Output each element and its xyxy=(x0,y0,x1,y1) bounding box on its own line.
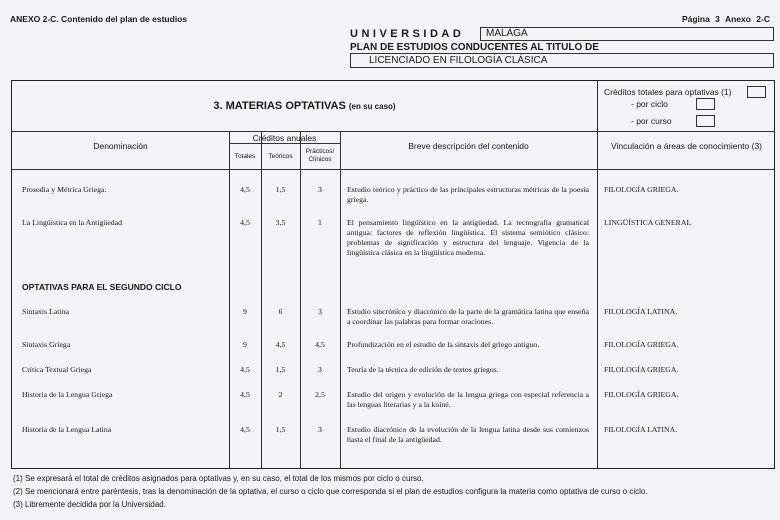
row-teoricos: 1,5 xyxy=(275,425,286,434)
row-desc: Estudio sincrónico y diacrónico de la parte de la gramática latina que enseña a coordinar las palabras para formar oraciones. xyxy=(347,307,589,326)
row-desc: Estudio del origen y evolución de la lengua griega con especial referencia a las lenguas literarias y a la koiné. xyxy=(347,390,589,409)
row-area: FILOLOGÍA GRIEGA. xyxy=(604,365,679,374)
row-practicos: 1 xyxy=(318,218,322,227)
table-divider xyxy=(340,131,341,468)
row-area: FILOLOGÍA GRIEGA. xyxy=(604,390,679,399)
universidad-label: UNIVERSIDAD xyxy=(350,28,465,40)
optativas-table xyxy=(11,80,775,469)
row-area: FILOLOGÍA LATINA. xyxy=(604,425,678,434)
row-teoricos: 6 xyxy=(278,307,283,316)
row-teoricos: 1,5 xyxy=(275,365,286,374)
row-totales: 4,5 xyxy=(240,390,250,399)
row-practicos: 4,5 xyxy=(315,340,325,349)
row-teoricos: 4,5 xyxy=(275,340,286,349)
col-totales: Totales xyxy=(234,153,256,160)
col-denominacion: Denominación xyxy=(93,141,148,151)
row-desc: Teoría de la técnica de edición de textos griegos. xyxy=(347,365,499,374)
row-name: Historia de la Lengua Latina xyxy=(22,425,112,434)
row-practicos: 2,5 xyxy=(315,390,325,399)
footnote-1: (1) Se expresará el total de créditos asignados para optativas y, en su caso, el total de los mismos por ciclo o curso. xyxy=(13,474,424,483)
row-name: La Lingüística en la Antigüedad xyxy=(22,218,123,227)
row-totales: 4,5 xyxy=(240,218,250,227)
universidad-field: MÁLAGA xyxy=(480,27,774,41)
row-totales: 9 xyxy=(243,340,247,349)
row-area: LINGÜÍSTICA GENERAL xyxy=(604,218,692,227)
row-totales: 9 xyxy=(243,307,247,316)
footnote-3: (3) Libremente decidida por la Universidad. xyxy=(13,500,166,509)
row-practicos: 3 xyxy=(318,425,322,434)
row-totales: 4,5 xyxy=(240,365,250,374)
por-curso-box xyxy=(696,115,715,127)
col-descripcion: Breve descripción del contenido xyxy=(408,141,529,151)
row-practicos: 3 xyxy=(318,185,322,194)
row-area: FILOLOGÍA GRIEGA. xyxy=(604,185,679,194)
row-desc: Estudio teórico y práctico de las principales estructuras métricas de la poesía griega. xyxy=(347,185,589,204)
row-teoricos: 1,5 xyxy=(275,185,286,194)
table-divider xyxy=(229,131,230,468)
page-label: Página 3 Anexo 2-C xyxy=(681,14,770,24)
table-divider xyxy=(229,143,340,144)
footnote-2: (2) Se mencionará entre paréntesis, tras la denominación de la optativa, el curso o ciclo que corresponda si el plan de estudios configura la materia como optativa de curso o ciclo. xyxy=(13,487,648,496)
segundo-ciclo-heading: OPTATIVAS PARA EL SEGUNDO CICLO xyxy=(22,282,182,292)
table-divider xyxy=(12,131,774,132)
por-ciclo-box xyxy=(696,98,715,110)
col-teoricos: Teóricos xyxy=(268,153,293,160)
col-practicos: Prácticos/ Clínicos xyxy=(305,148,335,163)
table-divider xyxy=(261,131,262,468)
row-name: Historia de la Lengua Griega xyxy=(22,390,113,399)
section-title: 3. MATERIAS OPTATIVAS (en su caso) xyxy=(213,100,396,112)
row-desc: El pensamiento lingüístico en la antigüedad. La tecnografía gramatical antigua: factores de reflexión lingüística. El sistema semiótico clásico: problemas de significación y estructura del lenguaje. Vigencia de la lingüística clásica en la lingüística moderna. xyxy=(347,218,589,257)
row-name: Prosodia y Métrica Griega. xyxy=(22,185,107,194)
table-divider xyxy=(12,169,774,170)
row-area: FILOLOGÍA LATINA. xyxy=(604,307,678,316)
row-practicos: 3 xyxy=(318,365,322,374)
annex-label: ANEXO 2-C. Contenido del plan de estudios xyxy=(10,14,188,24)
section-title-note: (en su caso) xyxy=(348,102,396,111)
col-vinculacion: Vinculación a áreas de conocimiento (3) xyxy=(610,141,763,151)
row-name: Sintaxis Latina xyxy=(22,307,69,316)
row-practicos: 3 xyxy=(318,307,322,316)
por-ciclo-label: - por ciclo xyxy=(631,99,668,109)
titulo-field: LICENCIADO EN FILOLOGÍA CLÁSICA xyxy=(350,53,774,68)
row-totales: 4,5 xyxy=(240,185,250,194)
table-divider xyxy=(597,81,598,468)
row-desc: Estudio diacrónico de la evolución de la lengua latina desde sus comienzos hasta el final de la antigüedad. xyxy=(347,425,589,444)
creditos-totales-label: Créditos totales para optativas (1) xyxy=(604,87,732,97)
row-teoricos: 3,5 xyxy=(275,218,286,227)
row-teoricos: 2 xyxy=(278,390,283,399)
row-name: Crítica Textual Griega xyxy=(22,365,92,374)
table-divider xyxy=(300,131,301,468)
plan-label: PLAN DE ESTUDIOS CONDUCENTES AL TITULO DE xyxy=(350,42,599,53)
col-creditos-anuales: Créditos anuales xyxy=(252,133,317,143)
row-desc: Profundización en el estudio de la sintaxis del griego antiguo. xyxy=(347,340,540,349)
creditos-totales-box xyxy=(747,86,766,98)
por-curso-label: - por curso xyxy=(631,116,672,126)
row-totales: 4,5 xyxy=(240,425,250,434)
row-area: FILOLOGÍA GRIEGA. xyxy=(604,340,679,349)
row-name: Sintaxis Griega xyxy=(22,340,71,349)
